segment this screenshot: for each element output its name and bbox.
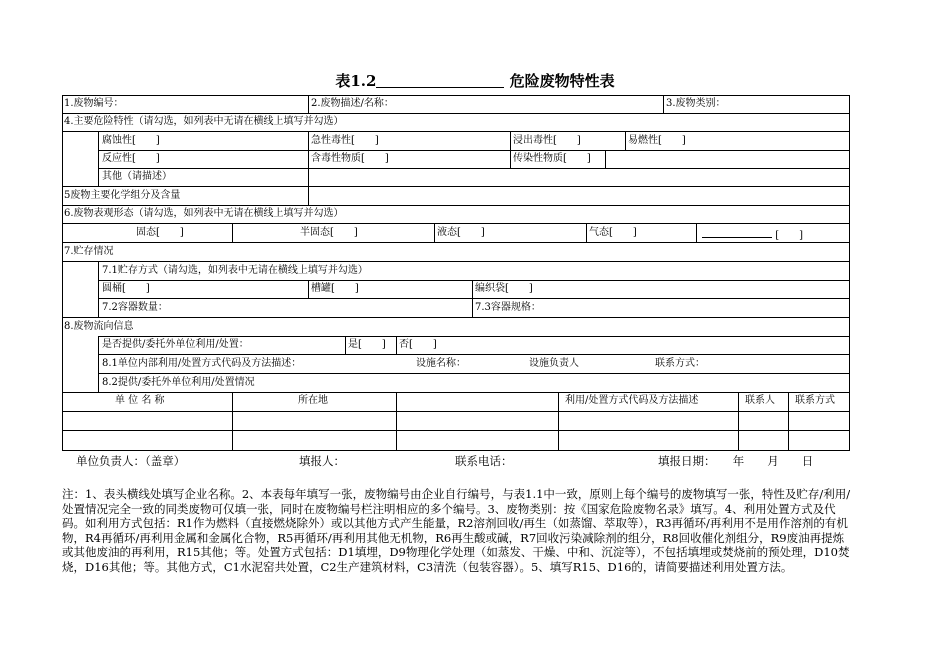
custom-state-field[interactable] <box>702 227 803 242</box>
facility-name-label: 设施名称： <box>416 358 466 369</box>
tank-checkbox[interactable]: 槽罐[ ] <box>311 283 359 294</box>
col-phone-header: 联系方式 <box>795 395 835 406</box>
drum-checkbox[interactable]: 圆桶[ ] <box>102 283 150 294</box>
appearance-label: 6.废物表观形态（请勾选，如列表中无请在横线上填写并勾选） <box>64 208 344 219</box>
liquid-checkbox[interactable]: 液态[ ] <box>437 227 485 238</box>
container-spec-label: 7.3容器规格： <box>475 302 541 313</box>
container-count-label: 7.2容器数量： <box>102 302 168 313</box>
title-prefix: 表1.2 <box>335 72 377 90</box>
flow-label: 8.废物流向信息 <box>64 321 134 332</box>
footer-phone: 联系电话： <box>455 454 513 468</box>
woven-bag-checkbox[interactable]: 编织袋[ ] <box>475 283 533 294</box>
page-title <box>0 70 950 91</box>
internal-disposal-label: 8.1单位内部利用/处置方式代码及方法描述： <box>102 358 302 369</box>
infectious-checkbox[interactable]: 传染性物质[ ] <box>513 153 591 164</box>
semisolid-checkbox[interactable]: 半固态[ ] <box>300 227 358 238</box>
facility-manager-label: 设施负责人 <box>529 358 579 369</box>
col-unit-header: 单 位 名 称 <box>115 395 165 406</box>
footer-manager: 单位负责人：（盖章） <box>76 454 186 468</box>
corrosive-checkbox[interactable]: 腐蚀性[ ] <box>102 135 160 146</box>
composition-label: 5废物主要化学组分及含量 <box>64 190 181 201</box>
toxic-substance-checkbox[interactable]: 含毒性物质[ ] <box>311 153 389 164</box>
acute-toxic-checkbox[interactable]: 急性毒性[ ] <box>311 135 379 146</box>
waste-desc-label: 2.废物描述/名称： <box>311 98 394 109</box>
custom-state-checkbox[interactable]: [ ] <box>775 230 803 241</box>
main-hazard-label: 4.主要危险特性（请勾选，如列表中无请在横线上填写并勾选） <box>64 116 344 127</box>
provided-label: 是否提供/委托外单位利用/处置： <box>102 339 249 350</box>
no-checkbox[interactable]: 否[ ] <box>399 339 437 350</box>
storage-method-label: 7.1贮存方式（请勾选，如列表中无请在横线上填写并勾选） <box>102 265 368 276</box>
col-contact-header: 联系人 <box>745 395 775 406</box>
gas-checkbox[interactable]: 气态[ ] <box>589 227 637 238</box>
external-disposal-label: 8.2提供/委托外单位利用/处置情况 <box>102 377 255 388</box>
leach-toxic-checkbox[interactable]: 浸出毒性[ ] <box>513 135 581 146</box>
storage-label: 7.贮存情况 <box>64 246 114 257</box>
title-suffix: 危险废物特性表 <box>509 72 615 90</box>
flammable-checkbox[interactable]: 易燃性[ ] <box>628 135 686 146</box>
col-location-header: 所在地 <box>298 395 328 406</box>
other-hazard-label[interactable]: 其他（请描述） <box>102 171 172 182</box>
footer-filler: 填报人： <box>299 454 345 468</box>
contact-method-label: 联系方式： <box>655 358 705 369</box>
yes-checkbox[interactable]: 是[ ] <box>348 339 386 350</box>
waste-code-label: 1.废物编号： <box>64 98 124 109</box>
col-method-header: 利用/处置方式代码及方法描述 <box>565 395 699 406</box>
notes-paragraph: 注：1、表头横线处填写企业名称。2、本表每年填写一张，废物编号由企业自行编号，与表1.1中一致，原则上每个编号的废物填写一张，特性及贮存/利用/处置情况完全一致的同类废物可仅填一张，同时在废物编号栏注明相应的多个编号。3、废物类别：按《国家危险废物名录》填写。4、利用处置方式及代码。如利用方式包括：R1作为燃料（直接燃烧除外）或以其他方式产生能量，R2溶剂回收/再生（如蒸馏、萃取等），R3再循环/再利用不是用作溶剂的有机物，R4再循环/再利用金属和金属化合物，R5再循环/再利用其他无机物，R6再生酸或碱，R7回收污染减除剂的组分，R8回收催化剂组分，R9废油再提炼或其他废油的再利用，R15其他；等。处置方式包括：D1填埋，D9物理化学处理（如蒸发、干燥、中和、沉淀等），不包括填埋或焚烧前的预处理，D10焚烧，D16其他；等。其他方式，C1水泥窑共处置，C2生产建筑材料，C3清洗（包装容器）。5、填写R15、D16的，请简要描述利用处置方法。 <box>62 487 851 574</box>
waste-characteristics-table <box>62 95 850 451</box>
footer-date: 填报日期： 年 月 日 <box>658 454 814 468</box>
reactive-checkbox[interactable]: 反应性[ ] <box>102 153 160 164</box>
custom-state-blank[interactable] <box>702 227 772 238</box>
solid-checkbox[interactable]: 固态[ ] <box>136 227 184 238</box>
waste-category-label: 3.废物类别： <box>666 98 726 109</box>
company-name-blank[interactable] <box>376 73 504 88</box>
